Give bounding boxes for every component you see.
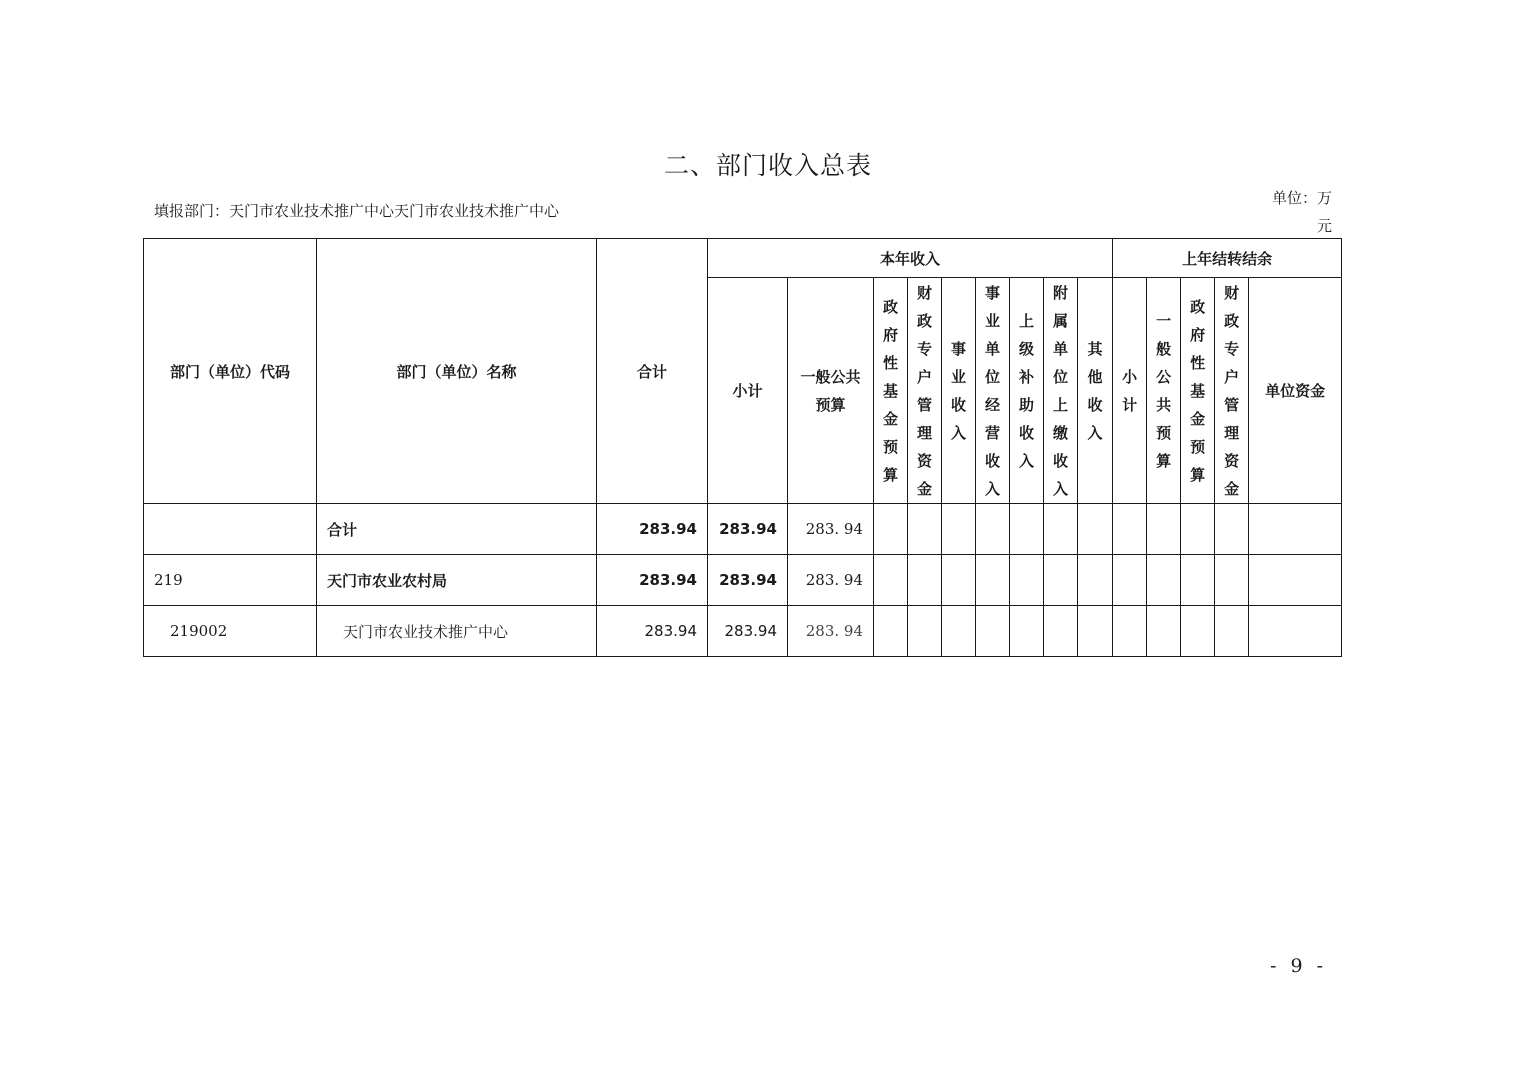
vertical-header-char: 事 bbox=[984, 283, 1000, 302]
header-name: 部门（单位）名称 bbox=[317, 239, 597, 504]
vertical-header-char: 收 bbox=[950, 395, 966, 414]
vertical-header-char: 事 bbox=[950, 339, 966, 358]
vertical-header-char: 缴 bbox=[1052, 423, 1068, 442]
vertical-header-char: 金 bbox=[882, 409, 898, 428]
vertical-header-char: 专 bbox=[916, 339, 932, 358]
vertical-header-char: 级 bbox=[1018, 339, 1034, 358]
vertical-header-char: 计 bbox=[1122, 395, 1138, 414]
vertical-header-char: 补 bbox=[1018, 367, 1034, 386]
header-total: 合计 bbox=[597, 239, 708, 504]
vertical-header-char: 位 bbox=[1052, 367, 1068, 386]
page-number: - 9 - bbox=[1270, 955, 1328, 977]
page-title: 二、部门收入总表 bbox=[663, 151, 872, 180]
header-row-1 bbox=[144, 239, 1342, 278]
table-row bbox=[144, 504, 1342, 555]
vertical-header-char: 专 bbox=[1224, 339, 1240, 358]
row-name: 天门市农业技术推广中心 bbox=[317, 606, 597, 657]
row-general-public: 283. 94 bbox=[788, 606, 874, 657]
row-general-public: 283. 94 bbox=[788, 504, 874, 555]
row-subtotal: 283.94 bbox=[708, 606, 788, 657]
row-total: 283.94 bbox=[597, 504, 708, 555]
header-general-public bbox=[788, 278, 874, 504]
vertical-header-char: 其 bbox=[1087, 339, 1103, 358]
header-business-operation bbox=[976, 278, 1010, 504]
row-general-public: 283. 94 bbox=[788, 555, 874, 606]
vertical-header-char: 单 bbox=[984, 339, 1000, 358]
vertical-header-char: 他 bbox=[1087, 367, 1103, 386]
vertical-header-char: 政 bbox=[916, 311, 932, 330]
vertical-header-char: 经 bbox=[984, 395, 1000, 414]
row-subtotal: 283.94 bbox=[708, 504, 788, 555]
vertical-header-char: 管 bbox=[916, 395, 932, 414]
vertical-header-char: 府 bbox=[882, 325, 898, 344]
vertical-header-char: 财 bbox=[916, 283, 932, 302]
vertical-header-char: 收 bbox=[1087, 395, 1103, 414]
vertical-header-char: 政 bbox=[1224, 311, 1240, 330]
vertical-header-char: 入 bbox=[1018, 451, 1034, 470]
vertical-header-char: 预 bbox=[1156, 423, 1172, 442]
header-other-income bbox=[1078, 278, 1113, 504]
vertical-header-char: 性 bbox=[1190, 353, 1206, 372]
header-co-unit-funds: 单位资金 bbox=[1249, 278, 1342, 504]
vertical-header-char: 基 bbox=[882, 381, 898, 400]
header-co-subtotal bbox=[1113, 278, 1147, 504]
vertical-header-char: 算 bbox=[1156, 451, 1172, 470]
vertical-header-char: 基 bbox=[1190, 381, 1206, 400]
vertical-header-char: 业 bbox=[950, 367, 966, 386]
vertical-header-char: 附 bbox=[1052, 283, 1068, 302]
row-total: 283.94 bbox=[597, 606, 708, 657]
vertical-header-char: 府 bbox=[1190, 325, 1206, 344]
row-name: 天门市农业农村局 bbox=[317, 555, 597, 606]
header-co-general-public bbox=[1147, 278, 1181, 504]
header-current-year: 本年收入 bbox=[708, 239, 1113, 278]
unit-label: 单位：万元 bbox=[1271, 189, 1332, 235]
vertical-header-char: 业 bbox=[984, 311, 1000, 330]
vertical-header-char: 入 bbox=[1052, 479, 1068, 498]
vertical-header-char: 资 bbox=[1224, 451, 1240, 470]
header-business-income bbox=[942, 278, 976, 504]
vertical-header-char: 金 bbox=[1190, 409, 1206, 428]
header-fiscal-special bbox=[908, 278, 942, 504]
vertical-header-char: 性 bbox=[882, 353, 898, 372]
header-carryover: 上年结转结余 bbox=[1113, 239, 1342, 278]
vertical-header-char: 户 bbox=[1224, 367, 1240, 386]
header-affiliated-remit bbox=[1044, 278, 1078, 504]
vertical-header-char: 预 bbox=[882, 437, 898, 456]
vertical-header-char: 户 bbox=[916, 367, 932, 386]
header-co-fiscal-special bbox=[1215, 278, 1249, 504]
vertical-header-char: 单 bbox=[1052, 339, 1068, 358]
header-gov-fund bbox=[874, 278, 908, 504]
header-general-public-line2: 预算 bbox=[815, 395, 846, 414]
header-general-public-line1: 一般公共 bbox=[800, 367, 861, 386]
vertical-header-char: 理 bbox=[1224, 423, 1240, 442]
vertical-header-char: 助 bbox=[1018, 395, 1034, 414]
vertical-header-char: 金 bbox=[1224, 479, 1240, 498]
vertical-header-char: 政 bbox=[1190, 297, 1206, 316]
vertical-header-char: 属 bbox=[1052, 311, 1068, 330]
vertical-header-char: 收 bbox=[1018, 423, 1034, 442]
vertical-header-char: 营 bbox=[984, 423, 1000, 442]
row-code: 219002 bbox=[144, 606, 317, 657]
vertical-header-char: 入 bbox=[984, 479, 1000, 498]
row-subtotal: 283.94 bbox=[708, 555, 788, 606]
vertical-header-char: 位 bbox=[984, 367, 1000, 386]
header-co-gov-fund bbox=[1181, 278, 1215, 504]
table-row bbox=[144, 606, 1342, 657]
vertical-header-char: 管 bbox=[1224, 395, 1240, 414]
income-summary-table bbox=[143, 238, 1342, 657]
vertical-header-char: 收 bbox=[984, 451, 1000, 470]
row-total: 283.94 bbox=[597, 555, 708, 606]
vertical-header-char: 上 bbox=[1018, 311, 1034, 330]
row-code: 219 bbox=[144, 555, 317, 606]
vertical-header-char: 收 bbox=[1052, 451, 1068, 470]
vertical-header-char: 上 bbox=[1052, 395, 1068, 414]
vertical-header-char: 金 bbox=[916, 479, 932, 498]
table-row bbox=[144, 555, 1342, 606]
vertical-header-char: 公 bbox=[1156, 367, 1172, 386]
vertical-header-char: 入 bbox=[1087, 423, 1103, 442]
vertical-header-char: 般 bbox=[1156, 339, 1172, 358]
vertical-header-char: 算 bbox=[1190, 465, 1206, 484]
vertical-header-char: 入 bbox=[950, 423, 966, 442]
vertical-header-char: 预 bbox=[1190, 437, 1206, 456]
header-code: 部门（单位）代码 bbox=[144, 239, 317, 504]
row-code bbox=[144, 504, 317, 555]
vertical-header-char: 算 bbox=[882, 465, 898, 484]
header-subtotal: 小计 bbox=[708, 278, 788, 504]
vertical-header-char: 资 bbox=[916, 451, 932, 470]
vertical-header-char: 共 bbox=[1156, 395, 1172, 414]
vertical-header-char: 理 bbox=[916, 423, 932, 442]
fill-department: 填报部门：天门市农业技术推广中心天门市农业技术推广中心 bbox=[154, 202, 560, 220]
vertical-header-char: 财 bbox=[1224, 283, 1240, 302]
header-superior-subsidy bbox=[1010, 278, 1044, 504]
vertical-header-char: 政 bbox=[882, 297, 898, 316]
vertical-header-char: 一 bbox=[1156, 311, 1172, 330]
vertical-header-char: 小 bbox=[1122, 367, 1138, 386]
row-name: 合计 bbox=[317, 504, 597, 555]
